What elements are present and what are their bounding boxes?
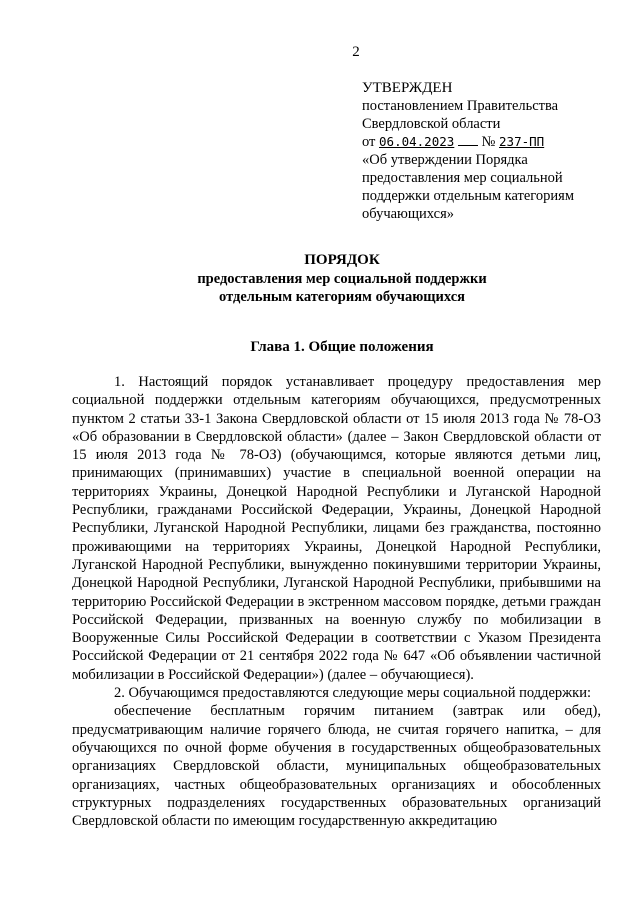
paragraph-3: обеспечение бесплатным горячим питанием (завтрак или обед), предусматривающим наличие горячего блюда, не считая горячего напитка, – для обучающихся по очной форме обучения в государственных общеобразовательных организациях Свердловской области, муниципальных общеобразовательных организациях, частных общеобразовательных организациях и обособленных структурных подразделениях государственных образовательных организаций Свердловской области по имеющим государственную аккредитацию bbox=[72, 703, 601, 830]
approval-date-line bbox=[362, 133, 612, 151]
chapter-heading: Глава 1. Общие положения bbox=[250, 339, 434, 355]
paragraph-1: 1. Настоящий порядок устанавливает процедуру предоставления мер социальной поддержки отдельным категориям обучающихся, предусмотренных пунктом 2 статьи 33-1 Закона Свердловской области от 15 июля 2013 года № 78-ОЗ «Об образовании в Свердловской области» (далее – Закон Свердловской области от 15 июля 2013 года № 78-ОЗ) (обучающимся, которые являются детьми лиц, принимающих (принимавших) участие в специальной военной операции на территориях Украины, Донецкой Народной Республики и Луганской Народной Республики, гражданами Российской Федерации, Украины, Донецкой Народной Республики, Луганской Народной Республики, лицами без гражданства, постоянно проживающими на территориях Украины, Донецкой Народной Республики, Луганской Народной Республики, вынужденно покинувшими территории Украины, Донецкой Народной Республики, Луганской Народной Республики, прибывшими на территорию Российской Федерации в экстренном массовом порядке, детьми граждан Российской Федерации, призванных на военную службу по мобилизации в Вооруженные Силы Российской Федерации в соответствии с Указом Президента Российской Федерации от 21 сентября 2022 года № 647 «Об объявлении частичной мобилизации в Российской Федерации») (далее – обучающиеся). bbox=[72, 374, 601, 683]
from-label: от bbox=[362, 134, 376, 150]
title-main: ПОРЯДОК bbox=[304, 252, 380, 268]
approval-about-2: предоставления мер социальной bbox=[362, 170, 563, 186]
document-title bbox=[72, 250, 612, 306]
approval-heading: УТВЕРЖДЕН bbox=[362, 80, 453, 96]
approval-number: 237-ПП bbox=[499, 134, 545, 149]
approval-date: 06.04.2023 bbox=[379, 134, 455, 149]
page-number: 2 bbox=[352, 44, 360, 60]
paragraph-2: 2. Обучающимся предоставляются следующие меры социальной поддержки: bbox=[114, 685, 591, 702]
approval-about-3: поддержки отдельным категориям bbox=[362, 188, 574, 204]
approval-about-1: «Об утверждении Порядка bbox=[362, 152, 528, 168]
approval-line-2: Свердловской области bbox=[362, 116, 501, 132]
body-text bbox=[72, 373, 601, 830]
underline-fill bbox=[458, 135, 478, 146]
title-sub-1: предоставления мер социальной поддержки bbox=[197, 271, 487, 287]
approval-line-1: постановлением Правительства bbox=[362, 98, 559, 114]
approval-stamp bbox=[362, 79, 612, 223]
approval-about-4: обучающихся» bbox=[362, 206, 454, 222]
title-sub-2: отдельным категориям обучающихся bbox=[219, 289, 465, 305]
number-label: № bbox=[481, 134, 496, 150]
